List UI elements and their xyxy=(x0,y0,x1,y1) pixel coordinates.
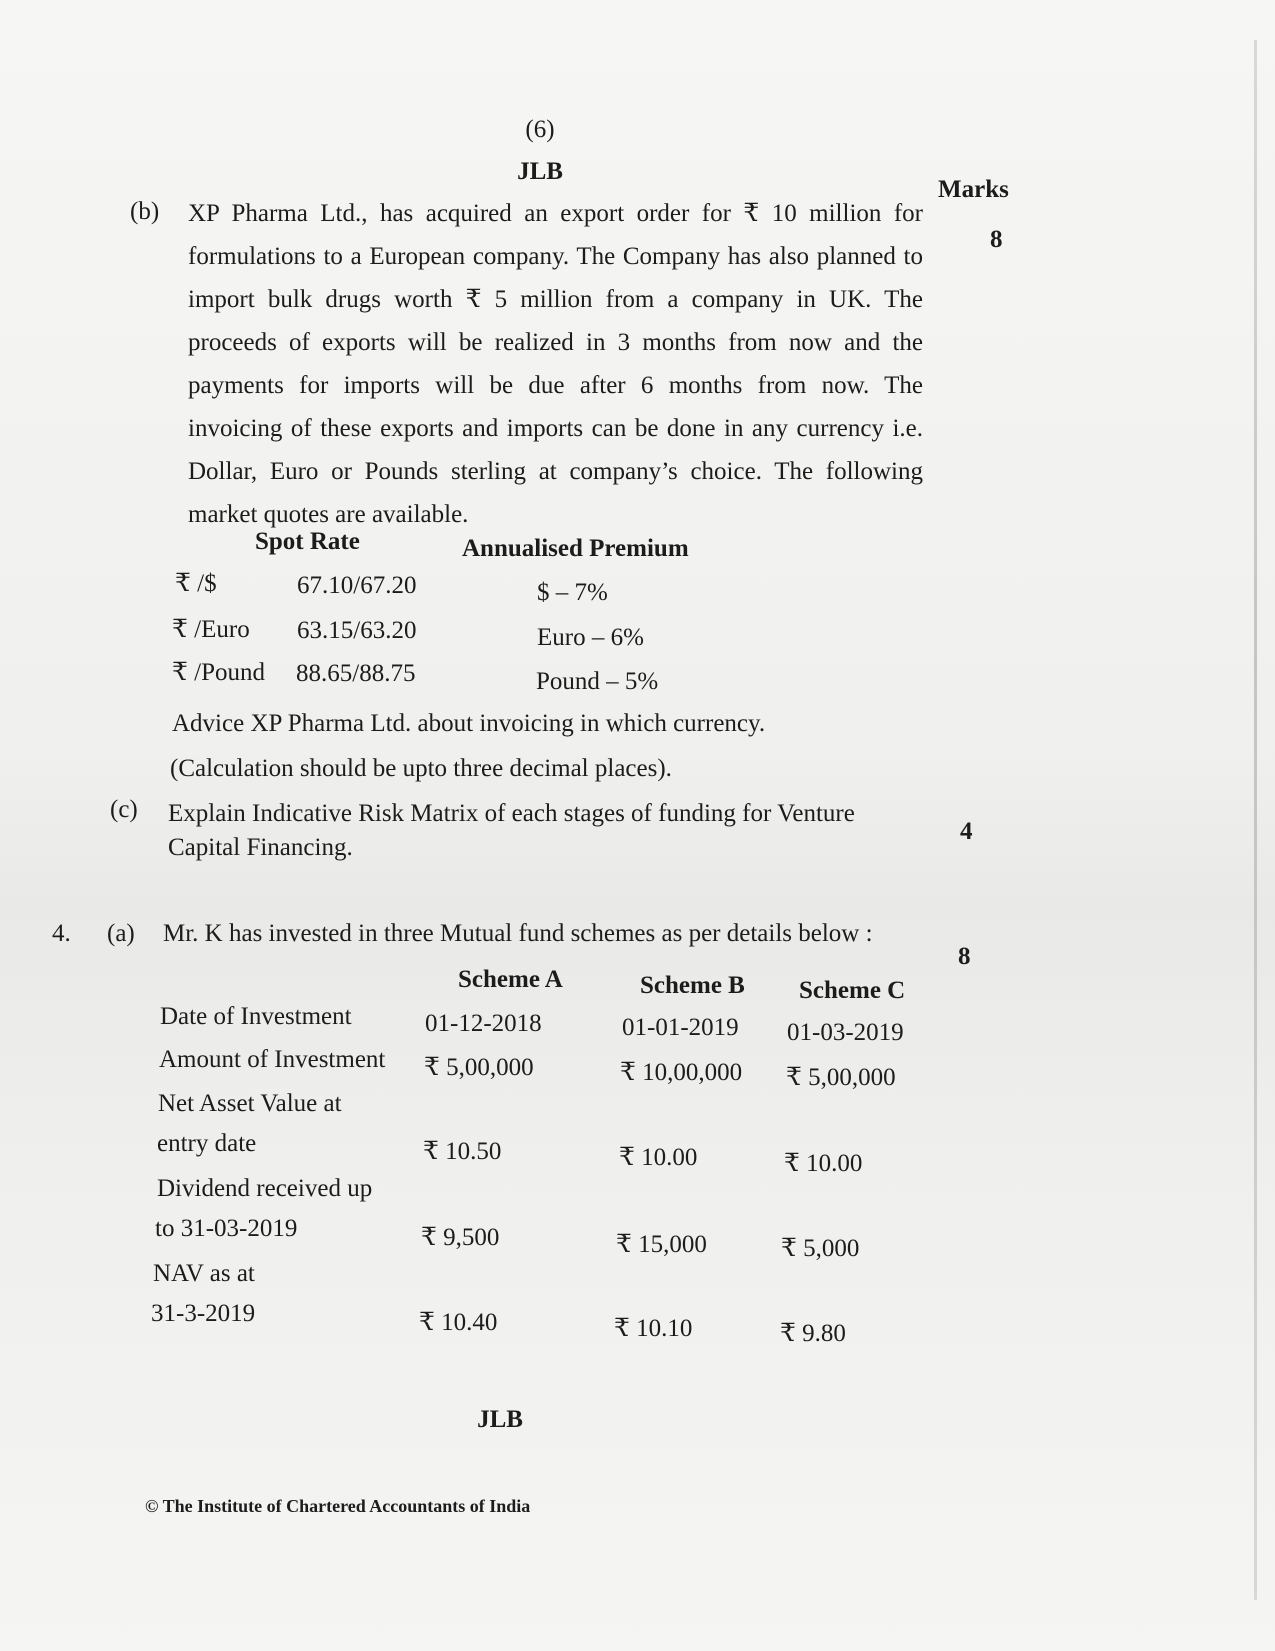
row-label: 31-3-2019 xyxy=(151,1300,256,1327)
scheme-c-value: ₹ 5,000 xyxy=(781,1235,860,1262)
scheme-c-header: Scheme C xyxy=(799,977,906,1004)
scheme-b-value: ₹ 10.00 xyxy=(619,1144,698,1171)
page-number: (6) xyxy=(525,116,555,143)
q3c-line2: Capital Financing. xyxy=(168,834,353,861)
scheme-a-header: Scheme A xyxy=(458,966,563,993)
scheme-c-value: ₹ 10.00 xyxy=(784,1150,863,1177)
header-code: JLB xyxy=(517,158,563,185)
spot-rate-value: 88.65/88.75 xyxy=(296,660,416,687)
q3b-advice: Advice XP Pharma Ltd. about invoicing in which currency. xyxy=(172,710,766,737)
row-label: entry date xyxy=(157,1130,257,1157)
premium-value: Pound – 5% xyxy=(536,668,659,695)
q3c-label: (c) xyxy=(110,796,138,823)
row-label: to 31-03-2019 xyxy=(155,1215,298,1242)
row-label: Net Asset Value at xyxy=(158,1090,342,1117)
page-edge-shadow xyxy=(1254,40,1257,1600)
q3b-marks: 8 xyxy=(990,226,1003,253)
row-label: NAV as at xyxy=(153,1260,255,1287)
scheme-a-value: ₹ 5,00,000 xyxy=(424,1054,534,1081)
row-label: Dividend received up xyxy=(157,1175,373,1202)
copyright-text: © The Institute of Chartered Accountants of India xyxy=(145,1496,531,1516)
row-label: Date of Investment xyxy=(160,1003,352,1030)
q4a-text: Mr. K has invested in three Mutual fund schemes as per details below : xyxy=(163,920,873,947)
spot-rate-header: Spot Rate xyxy=(255,528,360,555)
footer-code: JLB xyxy=(477,1406,523,1433)
q4a-label: (a) xyxy=(107,920,135,947)
q3c-marks: 4 xyxy=(960,818,973,845)
spot-rate-value: 63.15/63.20 xyxy=(297,617,417,644)
premium-value: $ – 7% xyxy=(537,579,608,606)
q3b-note: (Calculation should be upto three decimal places). xyxy=(170,755,672,782)
q3b-text: XP Pharma Ltd., has acquired an export order for ₹ 10 million for formulations to a European company. The Company has also planned to import bulk drugs worth ₹ 5 million from a company in UK. The proceeds of exports will be realized in 3 months from now and the payments for imports will be due after 6 months from now. The invoicing of these exports and imports can be done in any currency i.e. Dollar, Euro or Pounds sterling at company’s choice. The following market quotes are available. xyxy=(188,200,923,528)
q3c-line1: Explain Indicative Risk Matrix of each stages of funding for Venture xyxy=(168,800,855,827)
q3b-label: (b) xyxy=(130,198,160,225)
spot-rate-value: 67.10/67.20 xyxy=(297,572,417,599)
scheme-c-value: 01-03-2019 xyxy=(787,1019,904,1046)
scheme-b-value: ₹ 15,000 xyxy=(616,1231,707,1258)
scheme-b-value: ₹ 10,00,000 xyxy=(620,1059,743,1086)
row-label: Amount of Investment xyxy=(159,1046,386,1073)
q4-number: 4. xyxy=(52,920,71,947)
scheme-a-value: 01-12-2018 xyxy=(425,1010,542,1037)
scheme-b-header: Scheme B xyxy=(640,972,745,999)
scheme-b-value: ₹ 10.10 xyxy=(614,1315,693,1342)
currency-pair: ₹ /$ xyxy=(175,570,217,597)
scheme-b-value: 01-01-2019 xyxy=(622,1014,739,1041)
currency-pair: ₹ /Pound xyxy=(172,659,266,686)
scheme-c-value: ₹ 5,00,000 xyxy=(786,1064,896,1091)
scheme-a-value: ₹ 10.50 xyxy=(423,1138,502,1165)
scheme-a-value: ₹ 10.40 xyxy=(419,1309,498,1336)
marks-label: Marks xyxy=(938,176,1009,203)
annualised-premium-header: Annualised Premium xyxy=(462,535,689,562)
scheme-a-value: ₹ 9,500 xyxy=(421,1224,500,1251)
premium-value: Euro – 6% xyxy=(537,624,644,651)
q4a-marks: 8 xyxy=(958,943,971,970)
currency-pair: ₹ /Euro xyxy=(172,616,250,643)
scheme-c-value: ₹ 9.80 xyxy=(780,1320,846,1347)
